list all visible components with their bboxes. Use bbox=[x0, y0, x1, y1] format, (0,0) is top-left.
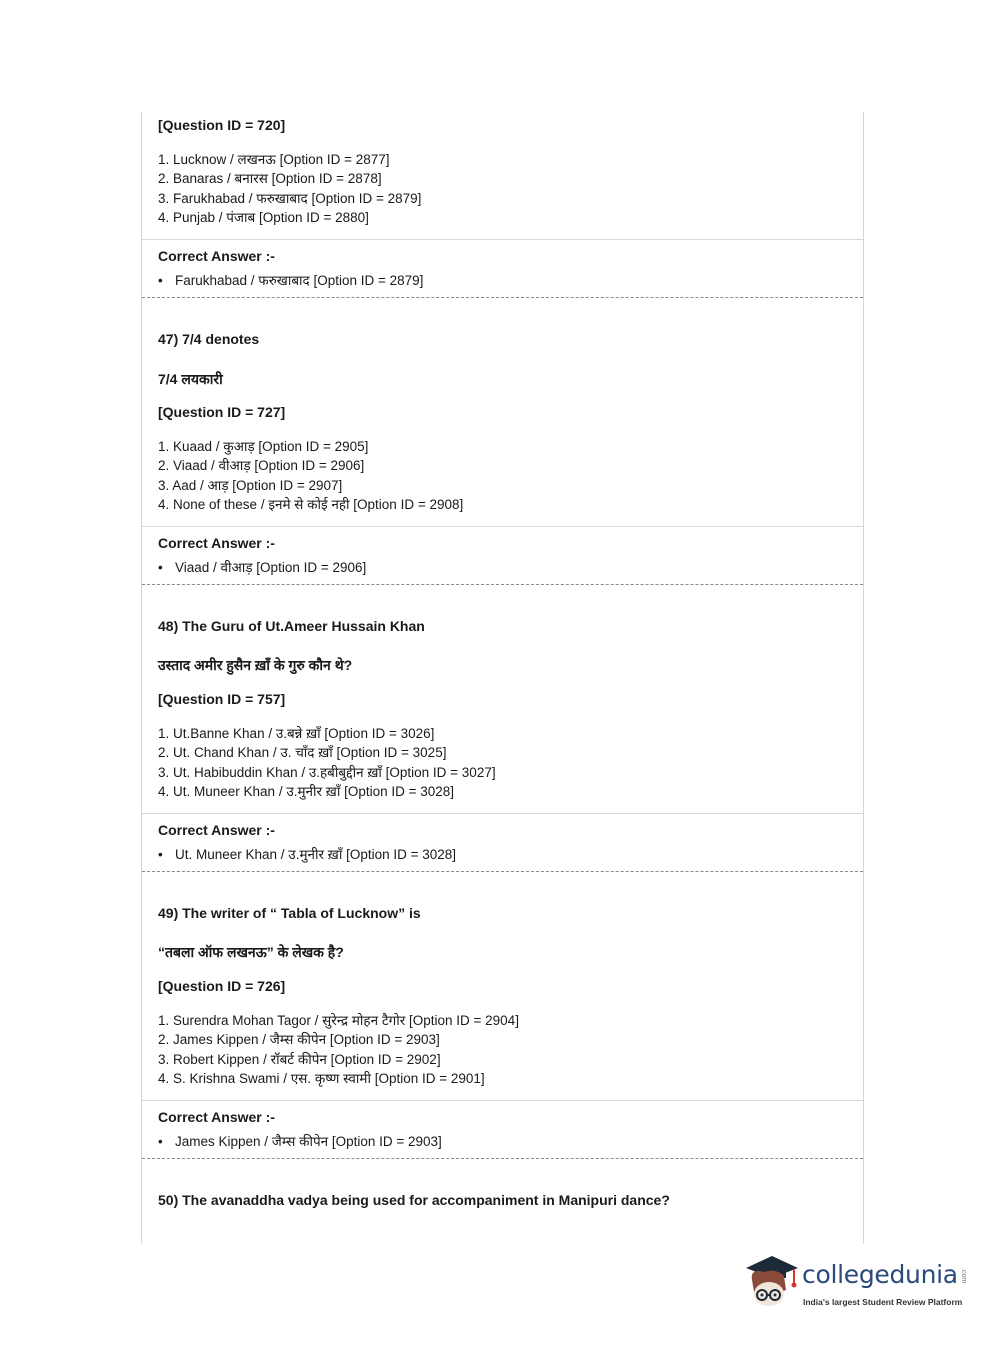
question-id: [Question ID = 720] bbox=[158, 117, 286, 133]
question-hindi: 7/4 लयकारी bbox=[158, 371, 223, 387]
question-id: [Question ID = 727] bbox=[158, 404, 286, 420]
option: 1. Kuaad / कुआड़ [Option ID = 2905] bbox=[158, 439, 369, 454]
divider bbox=[142, 239, 863, 240]
question-hindi: “तबला ऑफ लखनऊ” के लेखक है? bbox=[158, 944, 344, 960]
mascot-icon bbox=[742, 1250, 800, 1312]
question-title: 48) The Guru of Ut.Ameer Hussain Khan bbox=[158, 618, 425, 634]
brand-suffix: .com bbox=[960, 1268, 967, 1284]
option: 2. Viaad / वीआड़ [Option ID = 2906] bbox=[158, 458, 365, 473]
option: 1. Ut.Banne Khan / उ.बन्ने ख़ाँ [Option ID = 3026] bbox=[158, 726, 435, 741]
question-hindi: उस्ताद अमीर हुसैन ख़ाँ के गुरु कौन थे? bbox=[158, 657, 353, 673]
option: 4. Punjab / पंजाब [Option ID = 2880] bbox=[158, 210, 369, 225]
question-id: [Question ID = 757] bbox=[158, 691, 286, 707]
question-divider bbox=[142, 871, 863, 872]
document-page bbox=[141, 112, 864, 1244]
divider bbox=[142, 526, 863, 527]
divider bbox=[142, 813, 863, 814]
question-divider bbox=[142, 584, 863, 585]
correct-answer-label: Correct Answer :- bbox=[158, 535, 275, 551]
question-divider bbox=[142, 1158, 863, 1159]
option: 4. Ut. Muneer Khan / उ.मुनीर ख़ाँ [Option ID = 3028] bbox=[158, 784, 455, 799]
question-title: 49) The writer of “ Tabla of Lucknow” is bbox=[158, 905, 421, 921]
collegedunia-logo bbox=[742, 1250, 972, 1312]
option: 1. Lucknow / लखनऊ [Option ID = 2877] bbox=[158, 152, 390, 167]
correct-answer: • Farukhabad / फरुखाबाद [Option ID = 2879] bbox=[158, 273, 424, 288]
divider bbox=[142, 1100, 863, 1101]
option: 2. James Kippen / जैम्स कीपेन [Option ID = 2903] bbox=[158, 1032, 440, 1047]
option: 3. Ut. Habibuddin Khan / उ.हबीबुद्दीन ख़ाँ [Option ID = 3027] bbox=[158, 765, 496, 780]
option: 3. Robert Kippen / रॉबर्ट कीपेन [Option ID = 2902] bbox=[158, 1052, 441, 1067]
brand-name: collegedunia bbox=[802, 1260, 958, 1289]
option: 4. None of these / इनमे से कोई नही [Option ID = 2908] bbox=[158, 497, 464, 512]
question-divider bbox=[142, 297, 863, 298]
question-title: 50) The avanaddha vadya being used for accompaniment in Manipuri dance? bbox=[158, 1192, 670, 1208]
option: 3. Aad / आड़ [Option ID = 2907] bbox=[158, 478, 343, 493]
correct-answer: • Viaad / वीआड़ [Option ID = 2906] bbox=[158, 560, 367, 575]
brand-tagline: India's largest Student Review Platform bbox=[803, 1297, 963, 1307]
correct-answer: • Ut. Muneer Khan / उ.मुनीर ख़ाँ [Option ID = 3028] bbox=[158, 847, 457, 862]
question-title: 47) 7/4 denotes bbox=[158, 331, 260, 347]
question-id: [Question ID = 726] bbox=[158, 978, 286, 994]
option: 2. Banaras / बनारस [Option ID = 2878] bbox=[158, 171, 382, 186]
option: 4. S. Krishna Swami / एस. कृष्ण स्वामी [Option ID = 2901] bbox=[158, 1071, 485, 1086]
correct-answer-label: Correct Answer :- bbox=[158, 1109, 275, 1125]
correct-answer-label: Correct Answer :- bbox=[158, 822, 275, 838]
option: 1. Surendra Mohan Tagor / सुरेन्द्र मोहन टैगोर [Option ID = 2904] bbox=[158, 1013, 519, 1028]
option: 2. Ut. Chand Khan / उ. चाँद ख़ाँ [Option ID = 3025] bbox=[158, 745, 447, 760]
correct-answer: • James Kippen / जैम्स कीपेन [Option ID = 2903] bbox=[158, 1134, 442, 1149]
correct-answer-label: Correct Answer :- bbox=[158, 248, 275, 264]
option: 3. Farukhabad / फरुखाबाद [Option ID = 2879] bbox=[158, 191, 422, 206]
